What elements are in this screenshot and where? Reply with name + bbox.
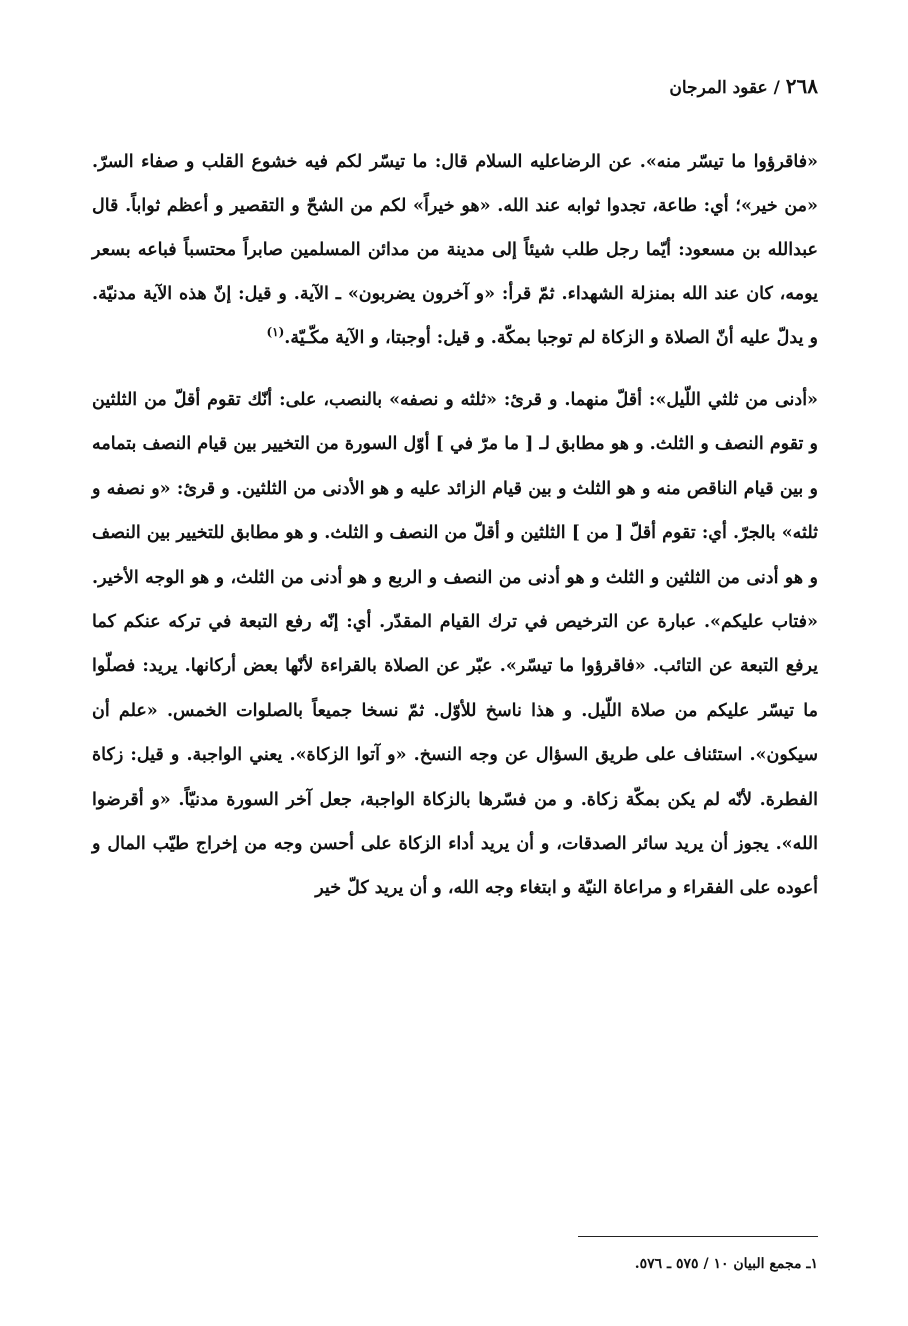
paragraph-1 (92, 140, 818, 360)
body-text (92, 140, 818, 911)
footnote-text: ١ـ مجمع البيان ١٠ / ٥٧٥ ـ ٥٧٦. (634, 1256, 818, 1272)
book-title: عقود المرجان (669, 78, 768, 98)
page-header (669, 74, 818, 98)
paragraph-2 (92, 378, 818, 911)
paragraph-1-text: «فاقرؤوا ما تيسّر منه». عن الرضاعليه السلام قال: ما تيسّر لكم فيه خشوع القلب و صفاء السرّ. «من خير»؛ أي: طاعة، تجدوا ثوابه عند الله. «هو خيراً» لكم من الشحّ و التقصير و أعظم ثواباً. قال عبدالله بن مسعود: أيّما رجل طلب شيئاً إلى مدينة من مدائن المسلمين صابراً محتسباً فباعه بسعر يومه، كان عند الله بمنزلة الشهداء. ثمّ قرأ: «و آخرون يضربون» ـ الآية. و قيل: إنّ هذه الآية مدنيّة. و يدلّ عليه أنّ الصلاة و الزكاة لم توجبا بمكّة. و قيل: أوجبتا، و الآية مكّـيّة. (92, 152, 818, 348)
footnote (635, 1256, 818, 1272)
page-number: ٢٦٨ (785, 74, 818, 98)
footnote-divider (578, 1236, 818, 1237)
footnote-reference: (١) (266, 325, 285, 340)
paragraph-2-text: «أدنى من ثلثي اللّيل»: أقلّ منهما. و قرئ: «ثلثه و نصفه» بالنصب، على: أنّك تقوم أقلّ من الثلثين و تقوم النصف و الثلث. و هو مطابق لـ [ ما مرّ في ] أوّل السورة من التخيير بين قيام النصف بتمامه و بين قيام الناقص منه و هو الثلث و بين قيام الزائد عليه و هو الأدنى من الثلثين. و قرئ: «و نصفه و ثلثه» بالجرّ. أي: تقوم أقلّ [ من ] الثلثين و أقلّ من النصف و الثلث. و هو مطابق للتخيير بين النصف و هو أدنى من الثلثين و الثلث و هو أدنى من النصف و الربع و هو أدنى من الثلث، و هو الوجه الأخير. «فتاب عليكم». عبارة عن الترخيص في ترك القيام المقدّر. أي: إنّه رفع التبعة في تركه عنكم كما يرفع التبعة عن التائب. «فاقرؤوا ما تيسّر». عبّر عن الصلاة بالقراءة لأنّها بعض أركانها. يريد: فصلّوا ما تيسّر عليكم من صلاة اللّيل. و هذا ناسخ للأوّل. ثمّ نسخا جميعاً بالصلوات الخمس. «علم أن سيكون». استئناف على طريق السؤال عن وجه النسخ. «و آتوا الزكاة». يعني الواجبة. و قيل: زكاة الفطرة. لأنّه لم يكن بمكّة زكاة. و من فسّرها بالزكاة الواجبة، جعل آخر السورة مدنيّاً. «و أقرضوا الله». يجوز أن يريد سائر الصدقات، و أن يريد أداء الزكاة على أحسن وجه من إخراج طيّب المال و أعوده على الفقراء و مراعاة النيّة و ابتغاء وجه الله، و أن يريد كلّ خير (92, 390, 818, 899)
header-separator: / (773, 78, 780, 98)
